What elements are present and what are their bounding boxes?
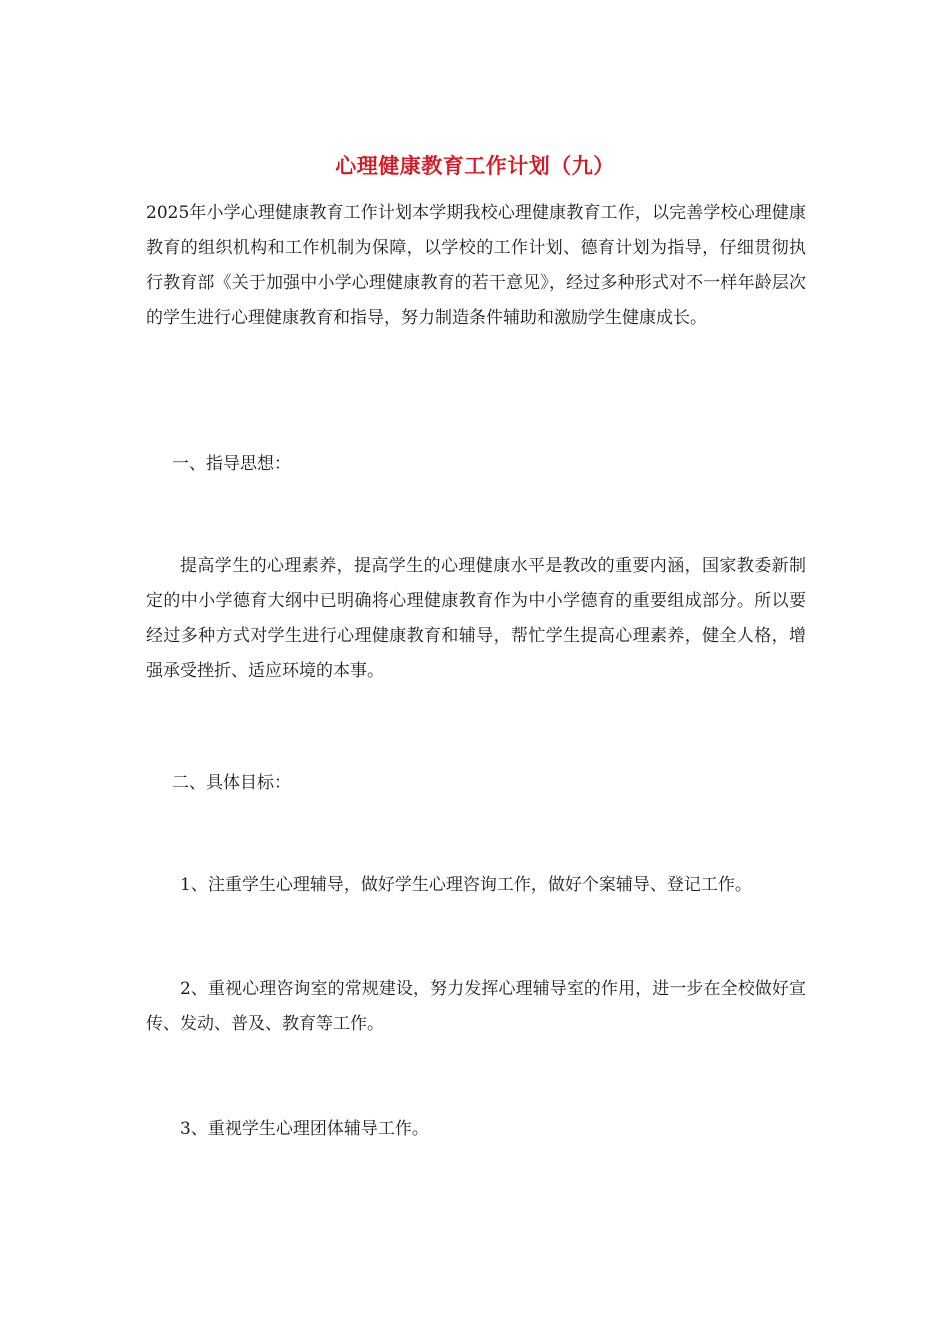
- section-heading-guiding-ideology: 一、指导思想：: [172, 454, 291, 474]
- goal-item-2: 2、重视心理咨询室的常规建设，努力发挥心理辅导室的作用，进一步在全校做好宣传、发动、普及、教育等工作。: [146, 979, 806, 1034]
- intro-paragraph: 2025年小学心理健康教育工作计划本学期我校心理健康教育工作，以完善学校心理健康教育的组织机构和工作机制为保障，以学校的工作计划、德育计划为指导，仔细贯彻执行教育部《关于加强中小学心理健康教育的若干意见》，经过多种形式对不一样年龄层次的学生进行心理健康教育和指导，努力制造条件辅助和激励学生健康成长。: [146, 203, 806, 328]
- document-title: 心理健康教育工作计划（九）: [335, 153, 615, 178]
- section-body-guiding-ideology: 提高学生的心理素养，提高学生的心理健康水平是教改的重要内涵，国家教委新制定的中小学德育大纲中已明确将心理健康教育作为中小学德育的重要组成部分。所以要经过多种方式对学生进行心理健康教育和辅导，帮忙学生提高心理素养，健全人格，增强承受挫折、适应环境的本事。: [146, 556, 806, 681]
- goal-item-3: 3、重视学生心理团体辅导工作。: [180, 1119, 429, 1139]
- section-heading-specific-goals: 二、具体目标：: [172, 773, 291, 793]
- goal-item-1: 1、注重学生心理辅导，做好学生心理咨询工作，做好个案辅导、登记工作。: [180, 875, 752, 895]
